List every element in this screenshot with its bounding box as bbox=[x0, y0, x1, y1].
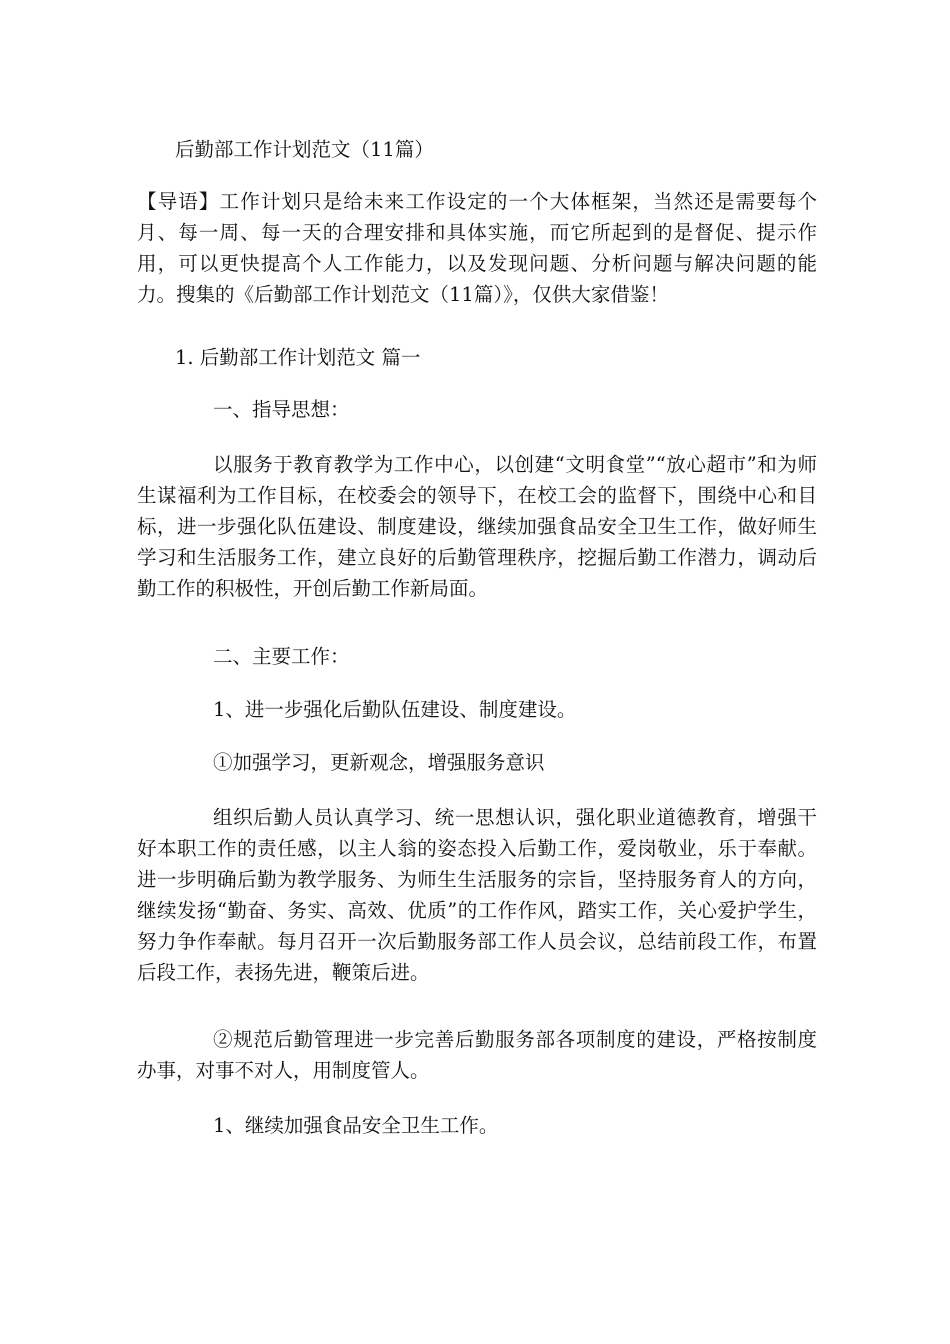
section-heading: 1. 后勤部工作计划范文 篇一 bbox=[175, 346, 421, 369]
list-item-2: 1、继续加强食品安全卫生工作。 bbox=[213, 1114, 499, 1137]
intro-paragraph: 【导语】工作计划只是给未来工作设定的一个大体框架，当然还是需要每个月、每一周、每一天的合理安排和具体实施，而它所起到的是督促、提示作用，可以更快提高个人工作能力，以及发现问题、分析问题与解决问题的能力。搜集的《后勤部工作计划范文（11篇）》，仅供大家借鉴！ bbox=[137, 190, 817, 306]
heading-guiding-principles: 一、指导思想： bbox=[213, 398, 350, 421]
list-item-1: 1、进一步强化后勤队伍建设、制度建设。 bbox=[213, 698, 577, 721]
paragraph-sub-item-1: 组织后勤人员认真学习、统一思想认识，强化职业道德教育，增强干好本职工作的责任感，以主人翁的姿态投入后勤工作，爱岗敬业，乐于奉献。进一步明确后勤为教学服务、为师生生活服务的宗旨，坚持服务育人的方向，继续发扬“勤奋、务实、高效、优质”的工作作风，踏实工作，关心爱护学生，努力争作奉献。每月召开一次后勤服务部工作人员会议，总结前段工作，布置后段工作，表扬先进，鞭策后进。 bbox=[137, 806, 817, 984]
paragraph-guiding-principles: 以服务于教育教学为工作中心，以创建“文明食堂”“放心超市”和为师生谋福利为工作目标，在校委会的领导下，在校工会的监督下，围绕中心和目标，进一步强化队伍建设、制度建设，继续加强食品安全卫生工作，做好师生学习和生活服务工作，建立良好的后勤管理秩序，挖掘后勤工作潜力，调动后勤工作的积极性，开创后勤工作新局面。 bbox=[137, 453, 817, 600]
document-title: 后勤部工作计划范文（11篇） bbox=[175, 138, 434, 161]
sub-item-1: ①加强学习，更新观念，增强服务意识 bbox=[213, 751, 545, 774]
heading-main-work: 二、主要工作： bbox=[213, 645, 350, 668]
sub-item-2: ②规范后勤管理进一步完善后勤服务部各项制度的建设，严格按制度办事，对事不对人，用制度管人。 bbox=[137, 1028, 817, 1082]
